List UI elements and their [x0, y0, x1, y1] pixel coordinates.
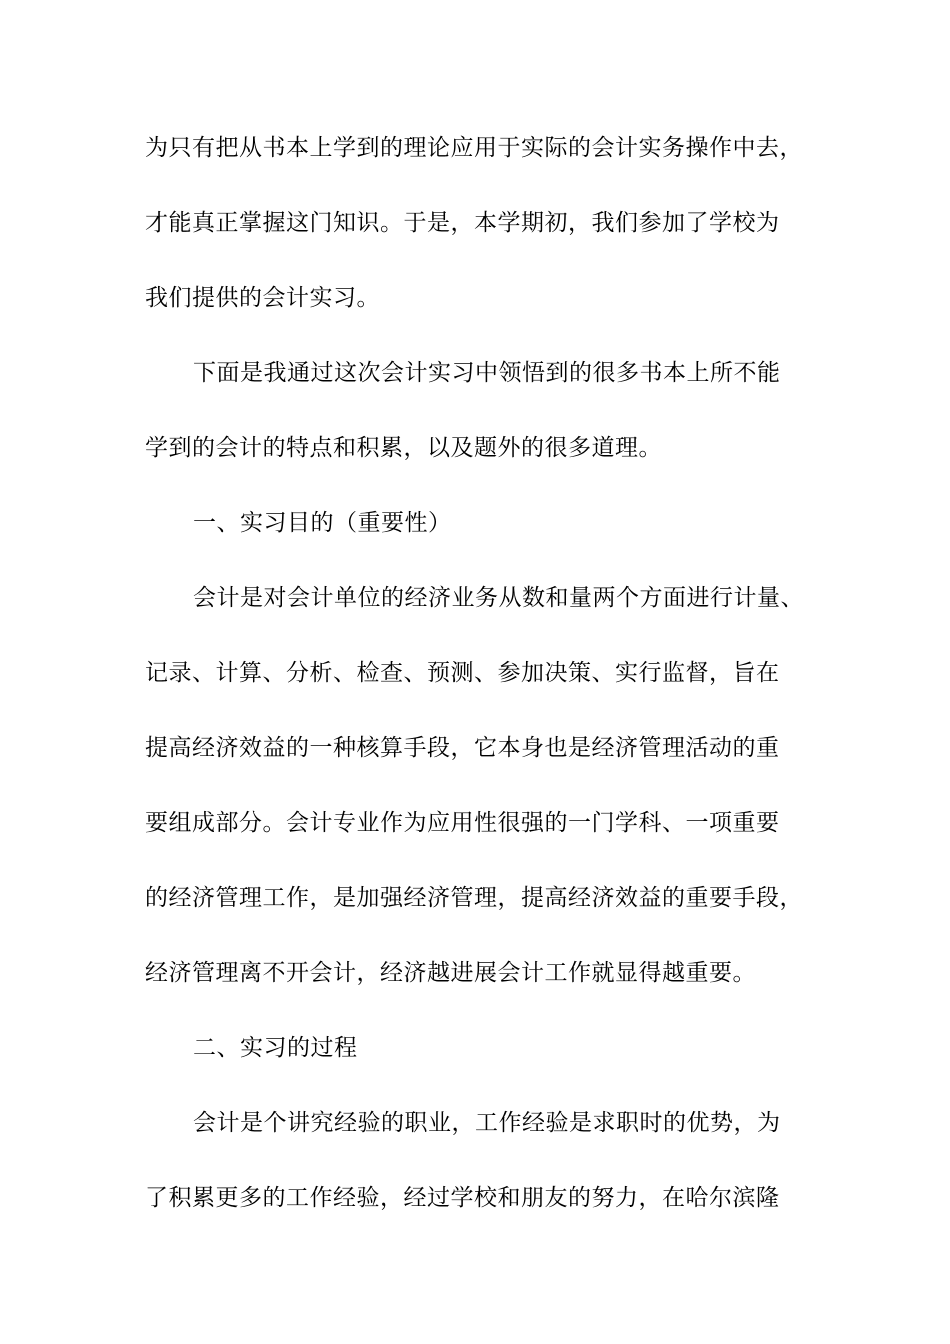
text-line: 的经济管理工作，是加强经济管理，提高经济效益的重要手段，	[145, 885, 803, 911]
paragraph-first-line: 下面是我通过这次会计实习中领悟到的很多书本上所不能	[193, 360, 781, 386]
text-line: 才能真正掌握这门知识。于是，本学期初，我们参加了学校为	[145, 210, 780, 236]
section-heading: 二、实习的过程	[193, 1035, 358, 1061]
paragraph-first-line: 会计是个讲究经验的职业，工作经验是求职时的优势，为	[193, 1110, 781, 1136]
text-line: 记录、计算、分析、检查、预测、参加决策、实行监督，旨在	[145, 660, 780, 686]
text-line: 为只有把从书本上学到的理论应用于实际的会计实务操作中去，	[145, 135, 803, 161]
text-line: 学到的会计的特点和积累，以及题外的很多道理。	[145, 435, 662, 461]
text-line: 提高经济效益的一种核算手段，它本身也是经济管理活动的重	[145, 735, 780, 761]
text-line: 我们提供的会计实习。	[145, 285, 380, 311]
text-line: 经济管理离不开会计，经济越进展会计工作就显得越重要。	[145, 960, 756, 986]
text-line: 要组成部分。会计专业作为应用性很强的一门学科、一项重要	[145, 810, 780, 836]
section-heading: 一、实习目的（重要性）	[193, 510, 452, 536]
text-line: 了积累更多的工作经验，经过学校和朋友的努力，在哈尔滨隆	[145, 1185, 780, 1211]
paragraph-first-line: 会计是对会计单位的经济业务从数和量两个方面进行计量、	[193, 585, 804, 611]
